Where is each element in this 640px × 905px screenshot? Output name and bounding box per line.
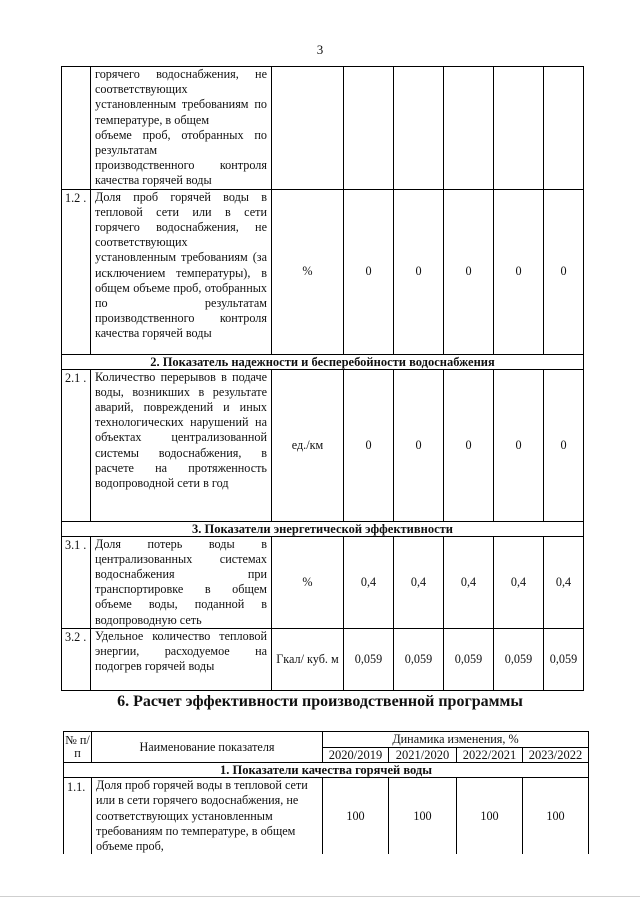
year-header: 2022/2021 <box>457 748 523 763</box>
value-cell <box>494 67 544 190</box>
value-cell: 0 <box>344 189 394 354</box>
value-cell <box>544 67 584 190</box>
indicator-name-line: производственного контроля качества горячей воды <box>95 158 267 188</box>
header-row <box>64 732 589 748</box>
section-heading: 1. Показатели качества горячей воды <box>64 763 589 778</box>
row-number: 3.1 . <box>62 536 91 628</box>
indicator-name: Доля проб горячей воды в тепловой сети или в сети горячего водоснабжения, не соответствующих установленным требованиям по температуре, в общем объеме проб, <box>92 778 323 855</box>
value-cell: 0,059 <box>494 628 544 690</box>
value-cell: 0 <box>394 369 444 521</box>
header-indicator-name: Наименование показателя <box>92 732 323 763</box>
indicator-name <box>91 67 272 190</box>
value-cell: 0,059 <box>344 628 394 690</box>
value-cell: 0,4 <box>394 536 444 628</box>
section-row <box>64 763 589 778</box>
indicator-name: Доля потерь воды в централизованных системах водоснабжения при транспортировке в общем объеме воды, поданной в водопроводную сеть <box>91 536 272 628</box>
row-number: 1.2 . <box>62 189 91 354</box>
header-number: № п/п <box>64 732 92 763</box>
section-heading: 3. Показатели энергетической эффективности <box>62 521 584 536</box>
value-cell: 0 <box>494 189 544 354</box>
page-number: 3 <box>316 42 324 57</box>
section-row <box>62 521 584 536</box>
value-cell: 0 <box>494 369 544 521</box>
value-cell: 0 <box>444 189 494 354</box>
value-cell: 0,4 <box>344 536 394 628</box>
row-number: 1.1. <box>64 778 92 855</box>
value-cell: 100 <box>389 778 457 855</box>
year-header: 2020/2019 <box>323 748 389 763</box>
table-row <box>62 536 584 628</box>
year-header: 2021/2020 <box>389 748 457 763</box>
indicator-name-line: объеме проб, отобранных по результатам <box>95 127 267 158</box>
value-cell: 100 <box>523 778 589 855</box>
value-cell: 0,4 <box>544 536 584 628</box>
value-cell: 0,059 <box>394 628 444 690</box>
indicator-name: Количество перерывов в подаче воды, возникших в результате аварий, повреждений и иных технологических нарушений на объектах централизованной системы водоснабжения, в расчете на протяженность водопроводной сети в год <box>91 369 272 521</box>
unit-cell: % <box>272 536 344 628</box>
unit-cell: ед./км <box>272 369 344 521</box>
value-cell <box>444 67 494 190</box>
table-row <box>62 189 584 354</box>
section-6-title: 6. Расчет эффективности производственной программы <box>117 693 523 710</box>
indicator-name-line: горячего водоснабжения, не соответствующих <box>95 67 267 97</box>
indicator-name: Удельное количество тепловой энергии, расходуемое на подогрев горячей воды <box>91 628 272 690</box>
value-cell: 0 <box>544 369 584 521</box>
indicator-name: Доля проб горячей воды в тепловой сети или в сети горячего водоснабжения, не соответствующих установленным требованиям (за исключением температуры), в общем объеме проб, отобранных по результатам производственного контроля качества горячей воды <box>91 189 272 354</box>
section-heading: 2. Показатель надежности и бесперебойности водоснабжения <box>62 354 584 369</box>
table-row <box>62 628 584 690</box>
table-row <box>64 778 589 855</box>
value-cell <box>394 67 444 190</box>
unit-cell: % <box>272 189 344 354</box>
row-number: 3.2 . <box>62 628 91 690</box>
indicator-name-line: установленным требованиям по температуре, в общем <box>95 97 267 127</box>
value-cell: 0,4 <box>494 536 544 628</box>
value-cell: 0,4 <box>444 536 494 628</box>
value-cell: 0 <box>444 369 494 521</box>
table-row <box>62 369 584 521</box>
unit-cell: Гкал/ куб. м <box>272 628 344 690</box>
unit-cell <box>272 67 344 190</box>
efficiency-table <box>63 731 589 854</box>
value-cell: 100 <box>323 778 389 855</box>
value-cell: 0,059 <box>544 628 584 690</box>
value-cell <box>344 67 394 190</box>
value-cell: 0,059 <box>444 628 494 690</box>
value-cell: 0 <box>344 369 394 521</box>
year-header: 2023/2022 <box>523 748 589 763</box>
header-dynamics: Динамика изменения, % <box>323 732 589 748</box>
table-row <box>62 67 584 190</box>
indicators-table <box>61 66 584 691</box>
value-cell: 100 <box>457 778 523 855</box>
section-row <box>62 354 584 369</box>
row-number <box>62 67 91 190</box>
row-number: 2.1 . <box>62 369 91 521</box>
value-cell: 0 <box>544 189 584 354</box>
scan-edge-line <box>0 896 640 897</box>
value-cell: 0 <box>394 189 444 354</box>
